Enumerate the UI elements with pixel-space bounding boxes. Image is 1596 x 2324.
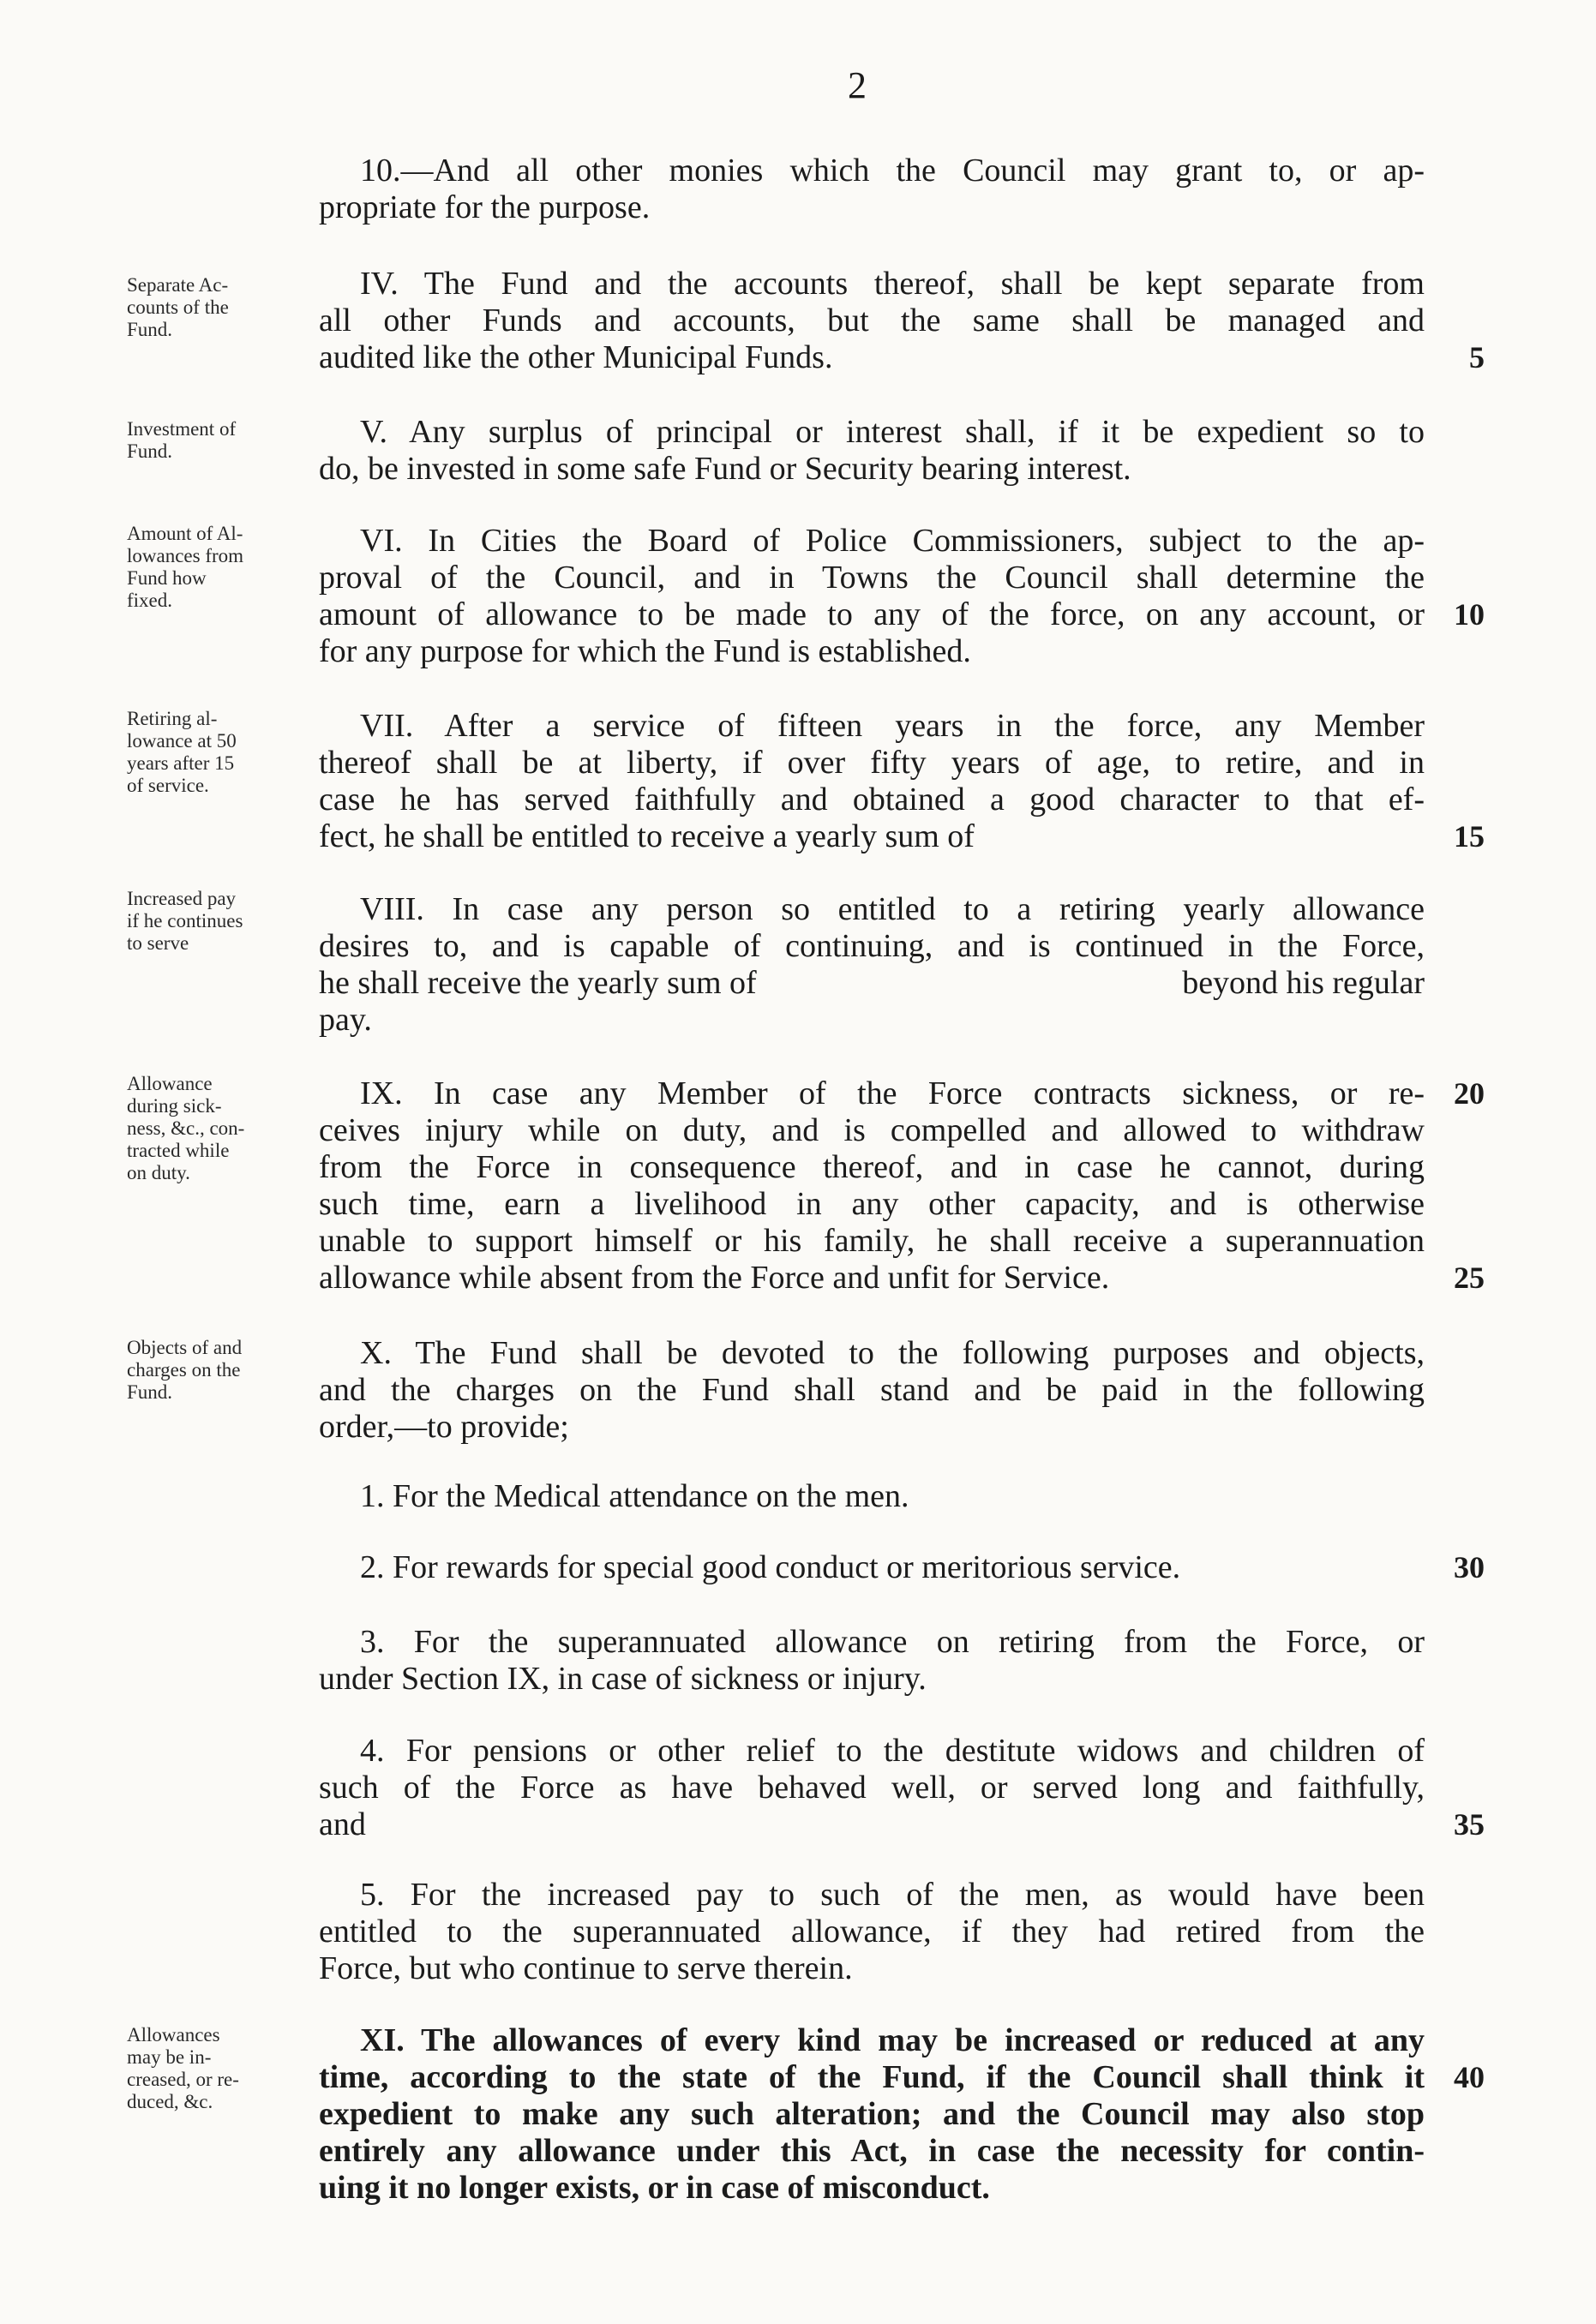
line-number: 40 bbox=[1454, 2060, 1485, 2094]
text-line: VIII. In case any person so entitled to a retiring yearly allowance bbox=[360, 891, 1425, 927]
margin-note-line: creased, or re- bbox=[127, 2069, 239, 2090]
line-number: 20 bbox=[1454, 1076, 1485, 1111]
text-line: and bbox=[319, 1806, 366, 1842]
text-line: VI. In Cities the Board of Police Commissioners, subject to the ap- bbox=[360, 523, 1425, 559]
margin-note-objects-and-charges bbox=[127, 1337, 298, 1404]
section-ix bbox=[319, 1075, 1425, 1297]
margin-note-amount-of-allowances bbox=[127, 523, 298, 612]
margin-note-line: Objects of and bbox=[127, 1337, 243, 1358]
text-line: 10.—And all other monies which the Council may grant to, or ap- bbox=[360, 153, 1425, 189]
text-line: proval of the Council, and in Towns the Council shall determine the bbox=[319, 560, 1425, 596]
text-line: and the charges on the Fund shall stand and be paid in the following bbox=[319, 1372, 1425, 1408]
text-line-start: he shall receive the yearly sum of bbox=[319, 965, 757, 1001]
margin-note-line: tracted while bbox=[127, 1140, 230, 1161]
section-xi bbox=[319, 2022, 1425, 2207]
list-item bbox=[319, 1733, 1425, 1843]
section-iv bbox=[319, 266, 1425, 376]
section-vi bbox=[319, 523, 1425, 670]
text-line: such time, earn a livelihood in any other capacity, and is otherwise bbox=[319, 1186, 1425, 1222]
text-line: such of the Force as have behaved well, or served long and faithfully, bbox=[319, 1770, 1425, 1806]
line-number: 15 bbox=[1454, 819, 1485, 854]
margin-note-line: of service. bbox=[127, 775, 209, 796]
margin-note-line: Investment of bbox=[127, 418, 237, 440]
list-item bbox=[319, 1478, 1425, 1515]
margin-note-line: Fund. bbox=[127, 1381, 173, 1403]
section-viii bbox=[319, 891, 1425, 1039]
margin-note-line: during sick- bbox=[127, 1095, 222, 1117]
margin-note-line: duced, &c. bbox=[127, 2091, 213, 2112]
text-line: 5. For the increased pay to such of the men, as would have been bbox=[360, 1877, 1425, 1913]
text-line: 1. For the Medical attendance on the men. bbox=[360, 1478, 909, 1514]
margin-note-line: Increased pay bbox=[127, 888, 237, 909]
text-line: thereof shall be at liberty, if over fifty years of age, to retire, and in bbox=[319, 745, 1425, 781]
margin-note-line: if he continues bbox=[127, 910, 243, 931]
margin-note-line: charges on the bbox=[127, 1359, 241, 1381]
text-line: propriate for the purpose. bbox=[319, 189, 651, 225]
margin-note-line: on duty. bbox=[127, 1162, 190, 1183]
margin-note-line: lowances from bbox=[127, 545, 244, 566]
text-line: amount of allowance to be made to any of the force, on any account, or bbox=[319, 596, 1425, 632]
margin-note-line: Fund how bbox=[127, 567, 207, 589]
line-number: 30 bbox=[1454, 1550, 1485, 1584]
line-number: 35 bbox=[1454, 1807, 1485, 1842]
text-line: desires to, and is capable of continuing, and is continued in the Force, bbox=[319, 928, 1425, 964]
text-line: expedient to make any such alteration; and the Council may also stop bbox=[319, 2096, 1425, 2132]
text-line: IX. In case any Member of the Force contracts sickness, or re- bbox=[360, 1075, 1425, 1111]
text-line: ceives injury while on duty, and is compelled and allowed to withdraw bbox=[319, 1112, 1425, 1148]
margin-note-increased-pay bbox=[127, 888, 298, 955]
margin-note-line: Amount of Al- bbox=[127, 523, 243, 544]
margin-note-line: Retiring al- bbox=[127, 708, 218, 729]
section-vii bbox=[319, 708, 1425, 855]
text-line: fect, he shall be entitled to receive a yearly sum of bbox=[319, 818, 975, 854]
text-line-end: beyond his regular bbox=[1182, 965, 1425, 1001]
text-line: uing it no longer exists, or in case of misconduct. bbox=[319, 2170, 990, 2206]
line-number: 5 bbox=[1469, 340, 1485, 374]
margin-note-line: Fund. bbox=[127, 440, 173, 462]
text-line: X. The Fund shall be devoted to the following purposes and objects, bbox=[360, 1335, 1425, 1371]
margin-note-line: counts of the bbox=[127, 296, 229, 318]
margin-note-line: Fund. bbox=[127, 319, 173, 340]
text-line: all other Funds and accounts, but the same shall be managed and bbox=[319, 302, 1425, 338]
margin-note-line: Allowances bbox=[127, 2024, 220, 2045]
margin-note-line: lowance at 50 bbox=[127, 730, 237, 752]
paragraph-item-10 bbox=[319, 153, 1425, 226]
text-line: for any purpose for which the Fund is established. bbox=[319, 633, 971, 669]
margin-note-separate-accounts bbox=[127, 274, 298, 341]
margin-note-line: years after 15 bbox=[127, 752, 235, 774]
text-line: XI. The allowances of every kind may be increased or reduced at any bbox=[360, 2022, 1425, 2058]
text-line: 3. For the superannuated allowance on retiring from the Force, or bbox=[360, 1624, 1425, 1660]
text-line: order,—to provide; bbox=[319, 1409, 569, 1445]
text-line: Force, but who continue to serve therein. bbox=[319, 1950, 853, 1986]
margin-note-allowance-during-sickness bbox=[127, 1073, 298, 1184]
text-line: unable to support himself or his family, he shall receive a superannuation bbox=[319, 1223, 1425, 1259]
margin-note-line: Separate Ac- bbox=[127, 274, 229, 296]
margin-note-allowances-may-be-increased bbox=[127, 2024, 298, 2113]
text-line: from the Force in consequence thereof, and in case he cannot, during bbox=[319, 1149, 1425, 1185]
margin-note-line: fixed. bbox=[127, 590, 173, 611]
margin-note-line: to serve bbox=[127, 932, 189, 954]
text-line: under Section IX, in case of sickness or injury. bbox=[319, 1661, 927, 1697]
line-number: 25 bbox=[1454, 1261, 1485, 1295]
section-v bbox=[319, 414, 1425, 488]
list-item bbox=[319, 1549, 1425, 1586]
text-line: entitled to the superannuated allowance, if they had retired from the bbox=[319, 1914, 1425, 1950]
text-line bbox=[319, 965, 1425, 1002]
text-line: V. Any surplus of principal or interest shall, if it be expedient so to bbox=[360, 414, 1425, 450]
margin-note-line: ness, &c., con- bbox=[127, 1117, 245, 1139]
text-line: IV. The Fund and the accounts thereof, shall be kept separate from bbox=[360, 266, 1425, 302]
list-item bbox=[319, 1624, 1425, 1698]
text-line: entirely any allowance under this Act, in case the necessity for contin- bbox=[319, 2133, 1425, 2169]
text-line: allowance while absent from the Force and unfit for Service. bbox=[319, 1260, 1110, 1296]
text-line: 4. For pensions or other relief to the destitute widows and children of bbox=[360, 1733, 1425, 1769]
text-line: do, be invested in some safe Fund or Security bearing interest. bbox=[319, 451, 1131, 487]
margin-note-retiring-allowance bbox=[127, 708, 298, 797]
line-number: 10 bbox=[1454, 597, 1485, 632]
text-line: pay. bbox=[319, 1002, 372, 1038]
margin-note-line: Allowance bbox=[127, 1073, 213, 1094]
text-line: VII. After a service of fifteen years in the force, any Member bbox=[360, 708, 1425, 744]
text-line: audited like the other Municipal Funds. bbox=[319, 339, 833, 375]
text-line: case he has served faithfully and obtained a good character to that ef- bbox=[319, 782, 1425, 818]
text-line: 2. For rewards for special good conduct or meritorious service. bbox=[360, 1549, 1181, 1585]
page-number: 2 bbox=[848, 64, 867, 106]
list-item bbox=[319, 1877, 1425, 1987]
text-line: time, according to the state of the Fund, if the Council shall think it bbox=[319, 2059, 1425, 2095]
section-x bbox=[319, 1335, 1425, 1446]
margin-note-line: may be in- bbox=[127, 2046, 212, 2068]
margin-note-investment bbox=[127, 418, 298, 463]
